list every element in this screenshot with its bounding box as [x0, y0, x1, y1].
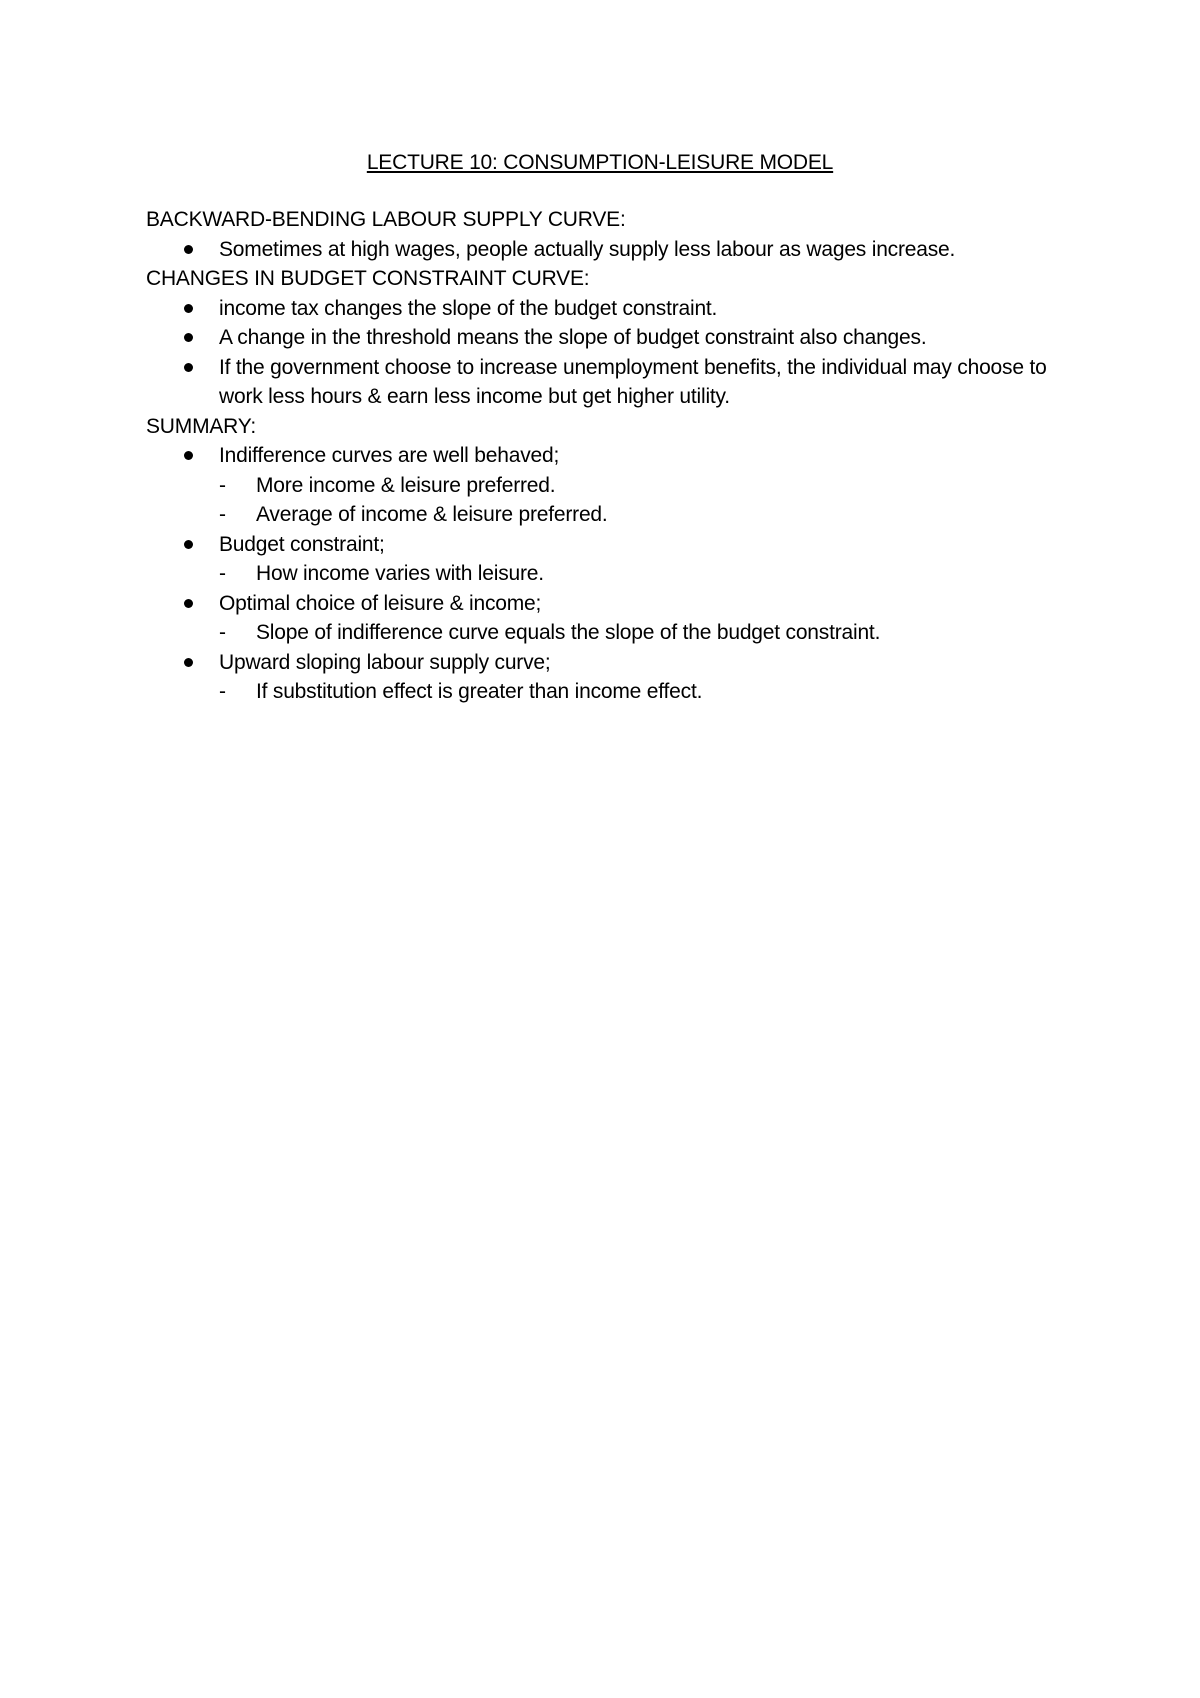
sub-text: More income & leisure preferred.	[256, 473, 556, 497]
bullet-icon	[184, 333, 193, 342]
bullet-text: Indifference curves are well behaved;	[219, 444, 560, 467]
dash-marker: -	[219, 562, 226, 585]
section-heading: BACKWARD-BENDING LABOUR SUPPLY CURVE:	[146, 208, 626, 231]
bullet-text: If the government choose to increase unemployment benefits, the individual may choose to work less hours & earn less income but get higher utility.	[219, 355, 1047, 408]
bullet-icon	[184, 658, 193, 667]
document-body	[146, 205, 1066, 707]
bullet-icon	[184, 451, 193, 460]
bullet-text: income tax changes the slope of the budget constraint.	[219, 296, 718, 320]
sub-item	[219, 500, 1066, 530]
section-heading: SUMMARY:	[146, 414, 257, 438]
bullet-text: Optimal choice of leisure & income;	[219, 591, 542, 615]
bullet-icon	[184, 540, 193, 549]
bullet-text: Sometimes at high wages, people actually supply less labour as wages increase.	[219, 237, 956, 261]
bullet-text: Upward sloping labour supply curve;	[219, 650, 551, 674]
bullet-item	[146, 589, 1066, 648]
bullet-item	[146, 530, 1066, 589]
bullet-text: Budget constraint;	[219, 532, 385, 556]
bullet-item	[146, 648, 1066, 707]
sub-list	[219, 618, 1066, 648]
bullet-text: A change in the threshold means the slope of budget constraint also changes.	[219, 326, 927, 349]
bullet-item	[146, 353, 1066, 412]
bullet-list	[146, 441, 1066, 707]
bullet-item	[146, 235, 1066, 265]
sub-text: Average of income & leisure preferred.	[256, 503, 608, 526]
sub-item	[219, 471, 1066, 501]
bullet-item	[146, 323, 1066, 353]
section-budget-constraint-changes	[146, 264, 1066, 412]
bullet-icon	[184, 363, 193, 372]
dash-marker: -	[219, 621, 226, 644]
sub-list	[219, 471, 1066, 530]
bullet-icon	[184, 245, 193, 254]
bullet-list	[146, 235, 1066, 265]
section-backward-bending	[146, 205, 1066, 264]
bullet-list	[146, 294, 1066, 412]
bullet-icon	[184, 304, 193, 313]
bullet-item	[146, 441, 1066, 530]
bullet-item	[146, 294, 1066, 324]
dash-marker: -	[219, 473, 226, 497]
sub-item	[219, 559, 1066, 589]
sub-text: How income varies with leisure.	[256, 562, 544, 585]
sub-item	[219, 677, 1066, 707]
sub-text: If substitution effect is greater than income effect.	[256, 680, 703, 703]
section-heading: CHANGES IN BUDGET CONSTRAINT CURVE:	[146, 267, 590, 290]
section-summary	[146, 412, 1066, 707]
sub-text: Slope of indifference curve equals the slope of the budget constraint.	[256, 621, 881, 644]
dash-marker: -	[219, 680, 226, 703]
sub-list	[219, 559, 1066, 589]
bullet-icon	[184, 599, 193, 608]
page-title: LECTURE 10: CONSUMPTION-LEISURE MODEL	[366, 151, 834, 174]
sub-item	[219, 618, 1066, 648]
dash-marker: -	[219, 503, 226, 526]
sub-list	[219, 677, 1066, 707]
